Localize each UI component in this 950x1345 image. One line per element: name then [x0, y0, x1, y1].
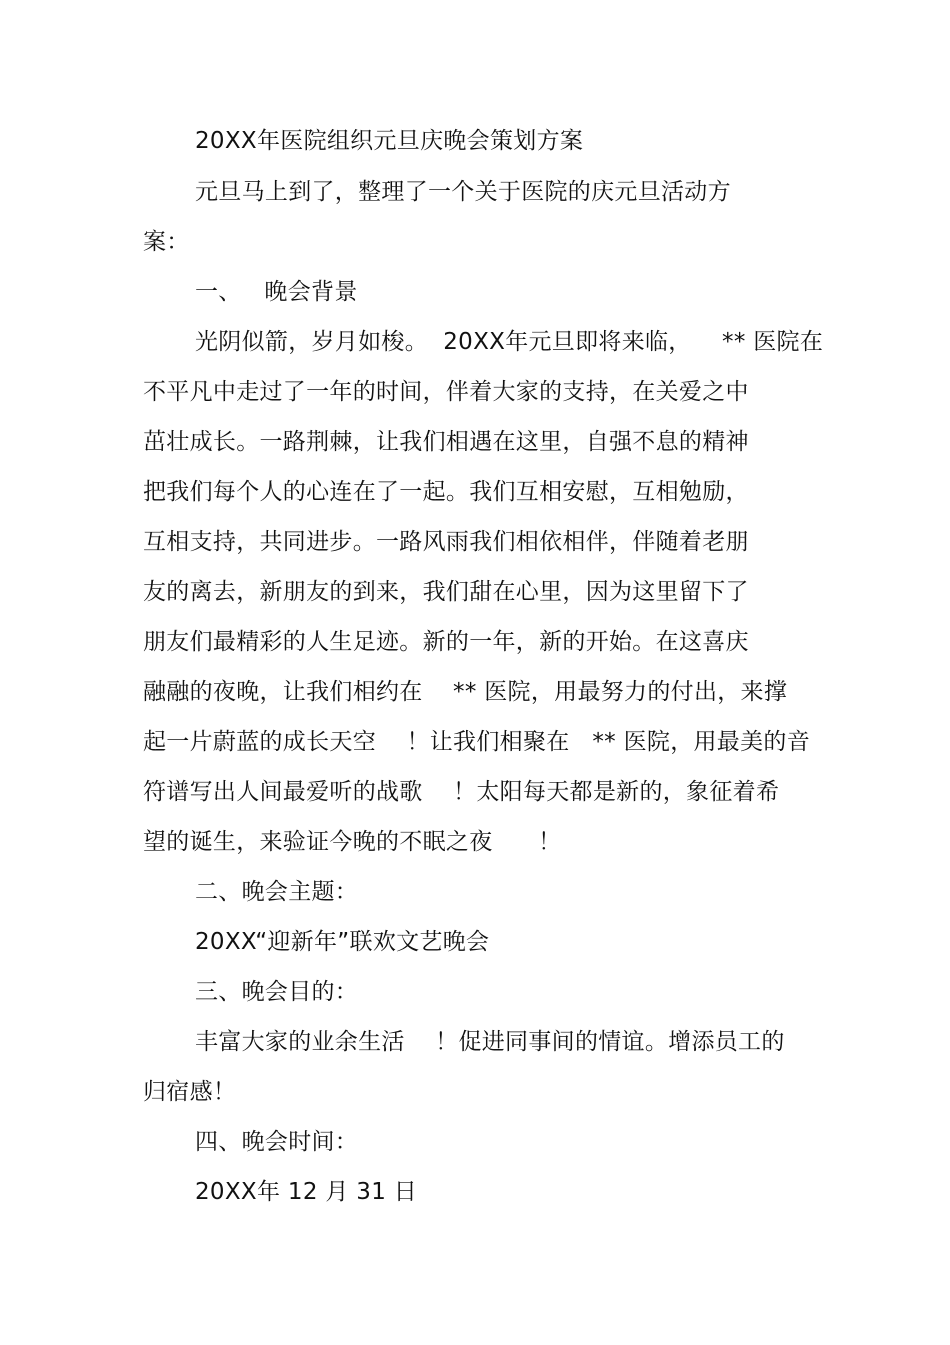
- background-paragraph-line: 朋友们最精彩的人生足迹。新的一年，新的开始。在这喜庆: [143, 629, 749, 655]
- background-paragraph-line: 把我们每个人的心连在了一起。我们互相安慰，互相勉励，: [143, 479, 749, 505]
- purpose-paragraph-line: 丰富大家的业余生活 ！促进同事间的情谊。增添员工的: [195, 1029, 785, 1055]
- section-heading-theme: 二、晚会主题：: [195, 879, 359, 905]
- background-paragraph-line: 不平凡中走过了一年的时间，伴着大家的支持，在关爱之中: [143, 379, 749, 405]
- section-heading-time: 四、晚会时间：: [195, 1129, 359, 1155]
- background-paragraph-line: 起一片蔚蓝的成长天空 ！让我们相聚在 ** 医院，用最美的音: [143, 729, 810, 755]
- document-title: 20XX年医院组织元旦庆晚会策划方案: [195, 128, 584, 154]
- background-paragraph-line: 茁壮成长。一路荆棘，让我们相遇在这里，自强不息的精神: [143, 429, 749, 455]
- background-paragraph-line: 互相支持，共同进步。一路风雨我们相依相伴，伴随着老朋: [143, 529, 749, 555]
- intro-paragraph-line: 案：: [143, 229, 190, 255]
- background-paragraph-line: 融融的夜晚，让我们相约在 ** 医院，用最努力的付出，来撑: [143, 679, 788, 705]
- background-paragraph-line: 友的离去，新朋友的到来，我们甜在心里，因为这里留下了: [143, 579, 749, 605]
- intro-paragraph-line: 元旦马上到了，整理了一个关于医院的庆元旦活动方: [195, 179, 731, 205]
- theme-text: 20XX“迎新年”联欢文艺晚会: [195, 929, 490, 955]
- section-heading-purpose: 三、晚会目的：: [195, 979, 359, 1005]
- background-paragraph-line: 望的诞生，来验证今晚的不眠之夜 ！: [143, 829, 562, 855]
- purpose-paragraph-line: 归宿感！: [143, 1079, 237, 1105]
- background-paragraph-line: 符谱写出人间最爱听的战歌 ！太阳每天都是新的，象征着希: [143, 779, 780, 805]
- event-date-text: 20XX年 12 月 31 日: [195, 1179, 418, 1205]
- background-paragraph-line: 光阴似箭，岁月如梭。 20XX年元旦即将来临， ** 医院在: [195, 329, 824, 355]
- section-heading-background: 一、 晚会背景: [195, 279, 358, 305]
